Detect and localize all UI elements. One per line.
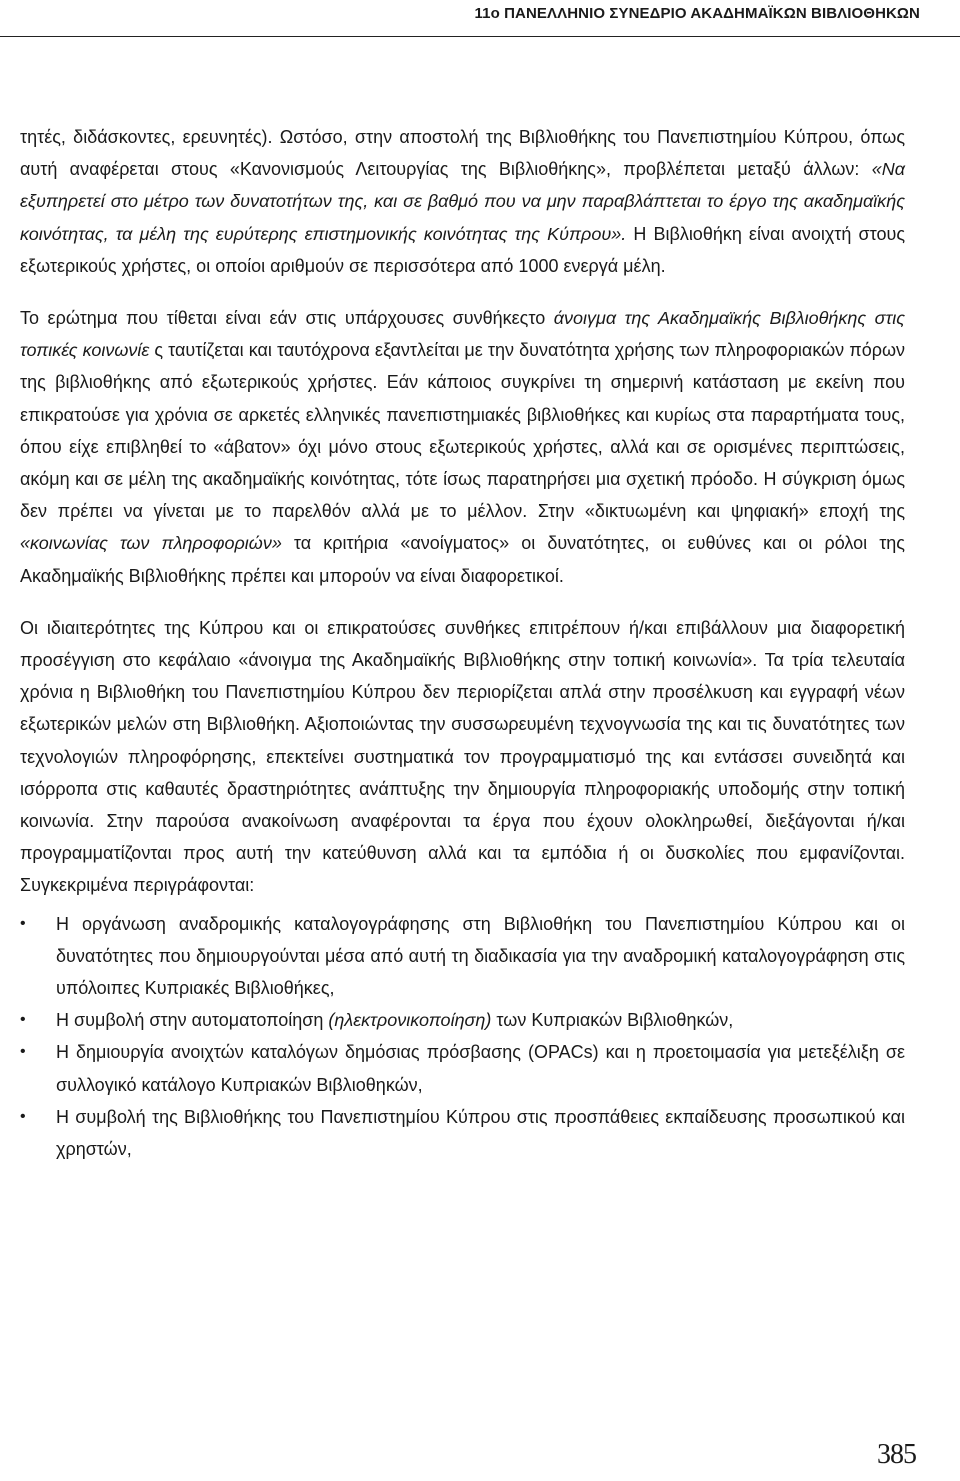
p2-text-b: ς ταυτίζεται και ταυτόχρονα εξαντλείται με την δυνατότητα χρήσης των πληροφοριακών πόρων της βιβλιοθήκης από εξωτερικούς χρήστες. Εάν κάποιος συγκρίνει τη σημερινή κατάσταση με εκείνη που επικρατούσε για χρόνια σε αρκετές ελληνικές πανεπιστημιακές βιβλιοθήκες και κυρίως στα παραρτήματα τους, όπου είχε επιβληθεί το «άβατον» όχι μόνο στους εξωτερικούς χρήστες, αλλά και σε ορισμένες περιπτώσεις, ακόμη και σε μέλη της ακαδημαϊκής κοινότητας, τότε ίσως παρατηρήσει μια σχετική πρόοδο. Η σύγκριση όμως δεν πρέπει να γίνεται με το παρελθόν αλλά με το μέλλον. Στην «δικτυωμένη και ψηφιακή» εποχή της: [20, 340, 905, 522]
p1-quote: «Να εξυπηρετεί στο μέτρο των δυνατοτήτων της, και σε βαθμό που να μην παραβλάπτεται το έργο της ακαδημαϊκής κοινότητας, τα μέλη της ευρύτερης επιστημονικής κοινότητας της Κύπρου».: [20, 159, 905, 244]
header-rule: [0, 36, 960, 37]
bullet-icon: •: [20, 1043, 26, 1061]
running-head: 11ο ΠΑΝΕΛΛΗΝΙΟ ΣΥΝΕΔΡΙΟ ΑΚΑΔΗΜΑΪΚΩΝ ΒΙΒΛΙΟΘΗΚΩΝ: [474, 5, 920, 22]
body-text: [20, 121, 905, 1165]
bullet-2-text-a: Η συμβολή στην αυτοματοποίηση: [56, 1010, 329, 1031]
p2-text-a: Το ερώτημα που τίθεται είναι εάν στις υπάρχουσες συνθήκεςτο: [20, 308, 554, 329]
list-item: [20, 1036, 905, 1100]
p1-text-a: τητές, διδάσκοντες, ερευνητές). Ωστόσο, στην αποστολή της Βιβλιοθήκης του Πανεπιστημίου Κύπρου, όπως αυτή αναφέρεται στους «Κανονισμούς Λειτουργίας της Βιβλιοθήκης», προβλέπεται μεταξύ άλλων:: [20, 127, 905, 180]
bullet-2-emphasis: (ηλεκτρονικοποίηση): [328, 1010, 492, 1031]
paragraph-3: Οι ιδιαιτερότητες της Κύπρου και οι επικρατούσες συνθήκες επιτρέπουν ή/και επιβάλλουν μια διαφορετική προσέγγιση στο κεφάλαιο «άνοιγμα της Ακαδημαϊκής Βιβλιοθήκης στην τοπική κοινωνία». Τα τρία τελευταία χρόνια η Βιβλιοθήκη του Πανεπιστημίου Κύπρου δεν περιορίζεται απλά στην προσέλκυση και εγγραφή νέων εξωτερικών μελών στη Βιβλιοθήκη. Αξιοποιώντας την συσσωρευμένη τεχνογνωσία της και τις δυνατότητες των τεχνολογιών πληροφόρησης, επεκτείνει συστηματικά τον προγραμματισμό της και εντάσσει συνειδητά και ισόρροπα στις καθαυτές δραστηριότητες ανάπτυξης την δημιουργία πληροφοριακής υποδομής στην τοπική κοινωνία. Στην παρούσα ανακοίνωση αναφέρονται τα έργα που έχουν ολοκληρωθεί, διεξάγονται ή/και προγραμματίζονται προς αυτή την κατεύθυνση αλλά και τα εμπόδια ή οι δυσκολίες που εμφανίζονται. Συγκεκριμένα περιγράφονται:: [20, 617, 905, 896]
p1-text-b: Η Βιβλιοθήκη είναι ανοιχτή στους εξωτερικούς χρήστες, οι οποίοι αριθμούν σε περισσότερα από 1000 ενεργά μέλη.: [20, 223, 905, 276]
paragraph-2: [20, 302, 905, 592]
paragraph-1: [20, 121, 905, 282]
p2-text-c: τα κριτήρια «ανοίγματος» οι δυνατότητες, οι ευθύνες και οι ρόλοι της Ακαδημαϊκής Βιβλιοθήκης πρέπει και μπορούν να είναι διαφορετικοί.: [20, 533, 905, 586]
list-item: [20, 908, 905, 1005]
bullet-icon: •: [20, 1011, 26, 1029]
list-item: [20, 1004, 905, 1036]
bullet-list: [20, 908, 905, 1166]
bullet-3-text: Η δημιουργία ανοιχτών καταλόγων δημόσιας πρόσβασης (OPACs) και η προετοιμασία για μετεξέλιξη σε συλλογικό κατάλογο Κυπριακών Βιβλιοθηκών,: [56, 1042, 905, 1095]
bullet-1-text: Η οργάνωση αναδρομικής καταλογογράφησης στη Βιβλιοθήκη του Πανεπιστημίου Κύπρου και οι δυνατότητες που δημιουργούνται μέσα από αυτή τη διαδικασία για την αναδρομική καταλογογράφηση στις υπόλοιπες Κυπριακές Βιβλιοθήκες,: [56, 913, 905, 999]
bullet-icon: •: [20, 1107, 26, 1125]
bullet-2-text-b: των Κυπριακών Βιβλιοθηκών,: [491, 1010, 734, 1031]
page-number: 385: [877, 1439, 916, 1470]
p2-emphasis-1: άνοιγμα της Ακαδημαϊκής Βιβλιοθήκης στις τοπικές κοινωνίε: [20, 308, 906, 361]
bullet-4-text: Η συμβολή της Βιβλιοθήκης του Πανεπιστημίου Κύπρου στις προσπάθειες εκπαίδευσης προσωπικού και χρηστών,: [56, 1106, 905, 1160]
list-item: [20, 1101, 905, 1165]
bullet-icon: •: [20, 914, 26, 932]
p2-emphasis-2: «κοινωνίας των πληροφοριών»: [20, 533, 282, 554]
